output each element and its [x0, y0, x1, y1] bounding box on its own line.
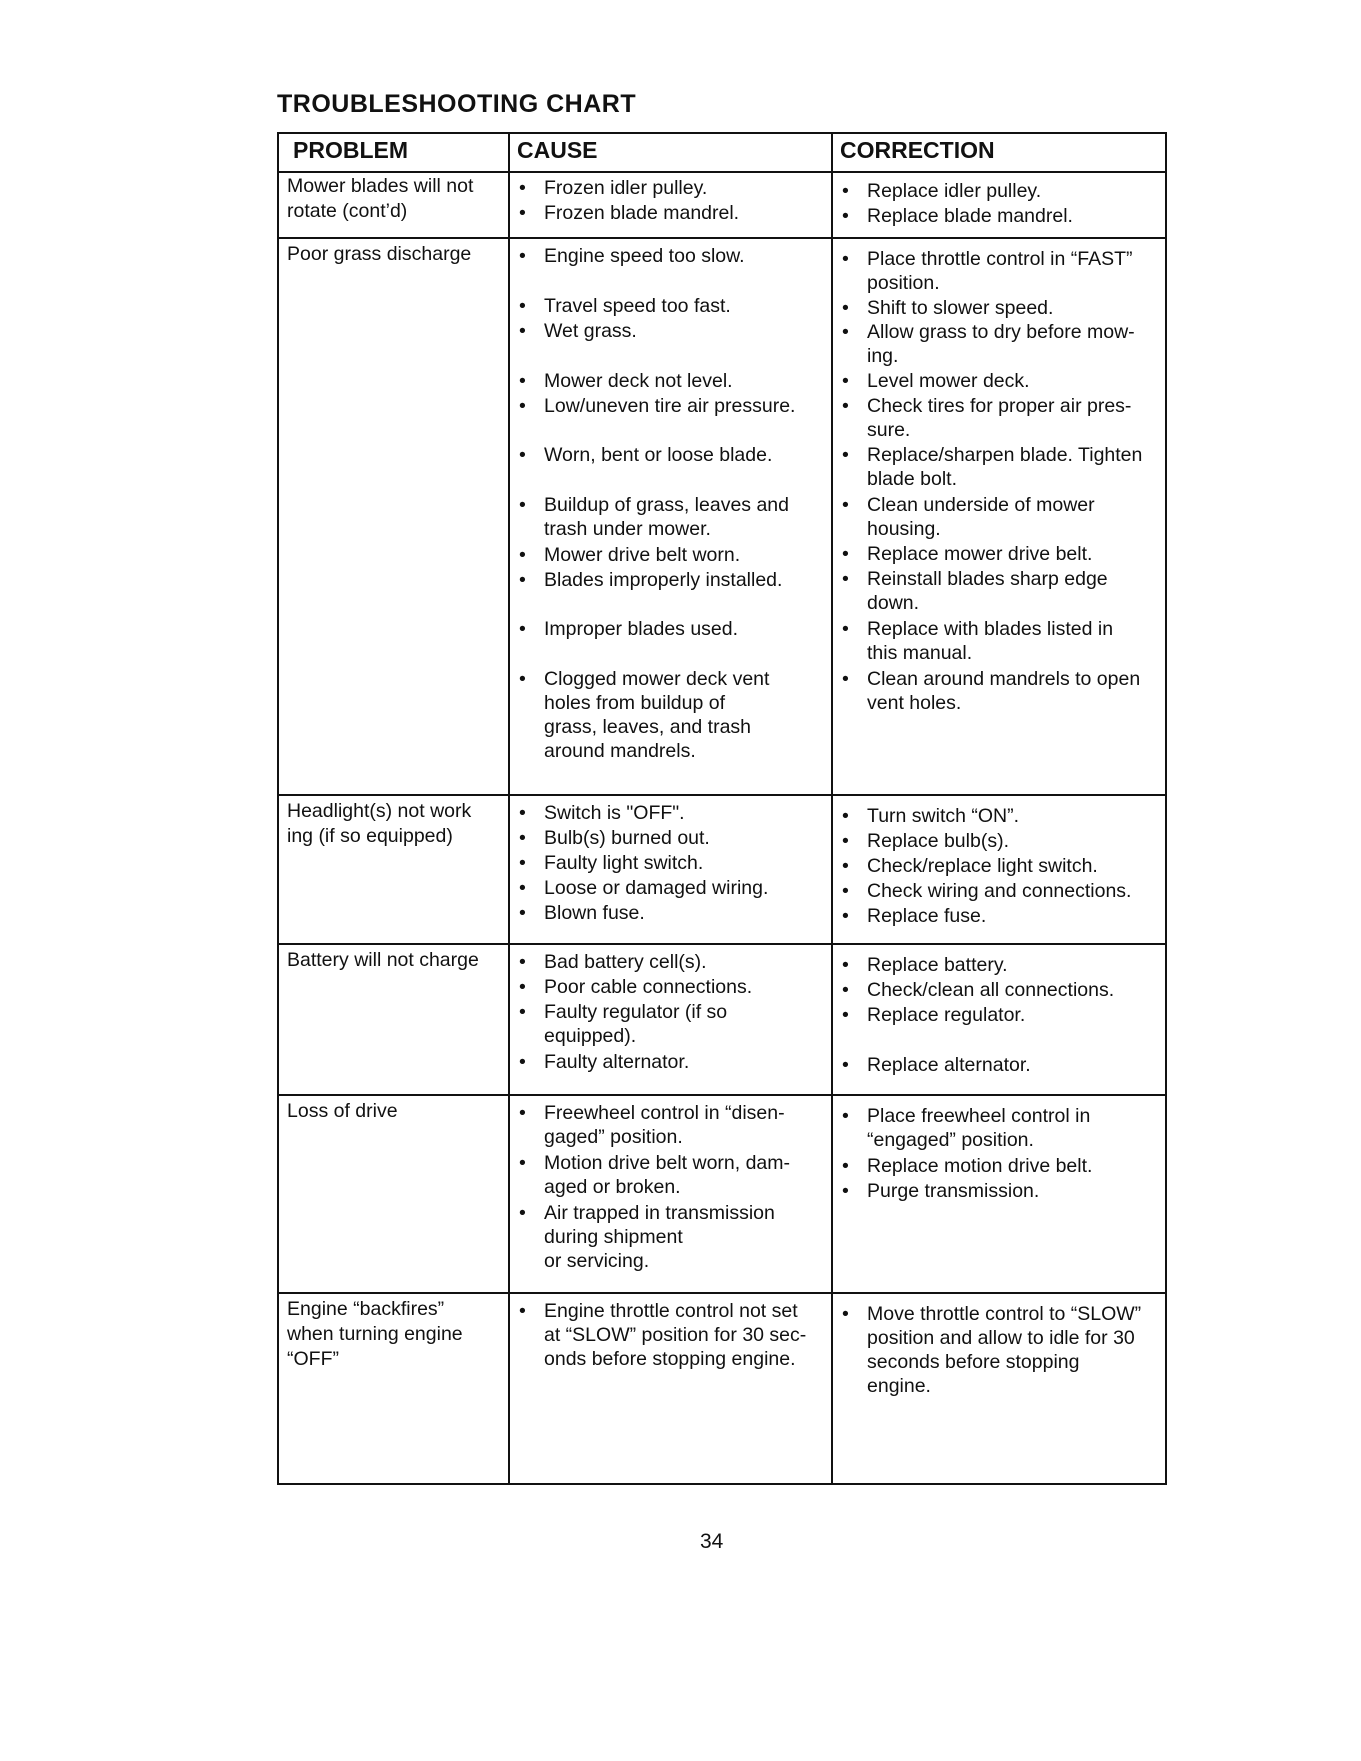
cause-item-text: Switch is "OFF". — [544, 802, 685, 824]
cause-item-text: Freewheel control in “disen- — [544, 1102, 785, 1124]
bullet-icon: • — [519, 877, 526, 899]
correction-item-text: down. — [867, 592, 920, 614]
cause-item — [519, 739, 696, 764]
cause-item — [519, 617, 738, 642]
cause-item — [519, 493, 789, 518]
cause-item — [519, 1201, 775, 1226]
bullet-icon: • — [519, 395, 526, 417]
cause-item-text: Frozen idler pulley. — [544, 177, 708, 199]
bullet-icon: • — [519, 544, 526, 566]
correction-item-text: Replace with blades listed in — [867, 618, 1114, 640]
bullet-icon: • — [842, 830, 849, 852]
cause-item-text: Poor cable connections. — [544, 976, 753, 998]
correction-item — [842, 829, 1009, 854]
problem-line: ing (if so equipped) — [287, 825, 453, 847]
correction-item-text: Allow grass to dry before mow- — [867, 321, 1135, 343]
bullet-icon: • — [519, 494, 526, 516]
cause-item — [519, 176, 707, 201]
bullet-icon: • — [842, 543, 849, 565]
correction-item — [842, 394, 1131, 419]
correction-item — [842, 1350, 1079, 1375]
bullet-icon: • — [842, 370, 849, 392]
cause-item-text: Faulty alternator. — [544, 1051, 690, 1073]
cause-item — [519, 319, 637, 344]
cause-item-text: Blown fuse. — [544, 902, 645, 924]
cause-item-text: Blades improperly installed. — [544, 569, 783, 591]
chart-title: TROUBLESHOOTING CHART — [277, 90, 637, 118]
cause-item-text: Faulty light switch. — [544, 852, 704, 874]
correction-item-text: Reinstall blades sharp edge — [867, 568, 1108, 590]
cause-item-text: onds before stopping engine. — [544, 1348, 796, 1370]
bullet-icon: • — [519, 569, 526, 591]
bullet-icon: • — [842, 568, 849, 590]
cause-item — [519, 1000, 727, 1025]
cause-item — [519, 826, 710, 851]
cause-item-text: equipped). — [544, 1025, 637, 1047]
header-problem: PROBLEM — [293, 137, 408, 163]
bullet-icon: • — [842, 979, 849, 1001]
correction-item — [842, 617, 1113, 642]
correction-item-text: Check/clean all connections. — [867, 979, 1115, 1001]
cause-item — [519, 1101, 785, 1126]
bullet-icon: • — [519, 1001, 526, 1023]
cause-item-text: Air trapped in transmission — [544, 1202, 775, 1224]
cause-item — [519, 201, 739, 226]
correction-item-text: Turn switch “ON”. — [867, 805, 1020, 827]
problem-line: Engine “backfires” — [287, 1298, 445, 1320]
correction-item — [842, 953, 1008, 978]
bullet-icon: • — [842, 494, 849, 516]
correction-item — [842, 467, 957, 492]
bullet-icon: • — [519, 295, 526, 317]
problem-line: Mower blades will not — [287, 175, 474, 197]
cause-item — [519, 1225, 683, 1250]
cause-item — [519, 394, 795, 419]
cause-item — [519, 1151, 790, 1176]
cause-item — [519, 1125, 683, 1150]
correction-item-text: Purge transmission. — [867, 1180, 1040, 1202]
bullet-icon: • — [519, 1051, 526, 1073]
cause-item-text: Travel speed too fast. — [544, 295, 731, 317]
cause-item-text: at “SLOW” position for 30 sec- — [544, 1324, 807, 1346]
bullet-icon: • — [519, 1202, 526, 1224]
problem-text — [287, 948, 479, 973]
bullet-icon: • — [842, 1303, 849, 1325]
correction-item-text: Check wiring and connections. — [867, 880, 1132, 902]
correction-item — [842, 854, 1098, 879]
problem-text — [287, 1297, 463, 1372]
header-correction: CORRECTION — [840, 137, 995, 163]
problem-line: “OFF” — [287, 1348, 339, 1370]
bullet-icon: • — [842, 668, 849, 690]
cause-item-text: Buildup of grass, leaves and — [544, 494, 789, 516]
correction-item-text: housing. — [867, 518, 941, 540]
correction-item-text: Replace mower drive belt. — [867, 543, 1093, 565]
cause-item — [519, 1050, 689, 1075]
cause-item-text: during shipment — [544, 1226, 683, 1248]
correction-item-text: seconds before stopping — [867, 1351, 1080, 1373]
correction-item-text: Shift to slower speed. — [867, 297, 1054, 319]
correction-item — [842, 179, 1041, 204]
cause-item — [519, 443, 772, 468]
correction-item-text: Replace/sharpen blade. Tighten — [867, 444, 1143, 466]
correction-item-text: “engaged” position. — [867, 1129, 1034, 1151]
cause-item — [519, 801, 685, 826]
correction-item — [842, 591, 919, 616]
bullet-icon: • — [519, 320, 526, 342]
cause-item — [519, 1024, 636, 1049]
bullet-icon: • — [842, 444, 849, 466]
problem-line: rotate (cont’d) — [287, 200, 408, 222]
problem-line: Poor grass discharge — [287, 243, 472, 265]
cause-item — [519, 975, 752, 1000]
bullet-icon: • — [519, 852, 526, 874]
correction-item-text: blade bolt. — [867, 468, 957, 490]
correction-item-text: Check/replace light switch. — [867, 855, 1098, 877]
correction-item-text: Check tires for proper air pres- — [867, 395, 1132, 417]
correction-item — [842, 443, 1142, 468]
bullet-icon: • — [842, 805, 849, 827]
bullet-icon: • — [519, 202, 526, 224]
problem-line: Loss of drive — [287, 1100, 398, 1122]
cause-item — [519, 244, 745, 269]
bullet-icon: • — [842, 180, 849, 202]
correction-item-text: Replace fuse. — [867, 905, 987, 927]
correction-item — [842, 691, 961, 716]
bullet-icon: • — [519, 1300, 526, 1322]
problem-line: Headlight(s) not work — [287, 800, 472, 822]
cause-item-text: Improper blades used. — [544, 618, 739, 640]
column-divider — [508, 134, 510, 1483]
header-cause: CAUSE — [517, 137, 598, 163]
problem-text — [287, 1099, 398, 1124]
bullet-icon: • — [519, 902, 526, 924]
bullet-icon: • — [519, 370, 526, 392]
cause-item-text: Worn, bent or loose blade. — [544, 444, 773, 466]
correction-item — [842, 1374, 931, 1399]
correction-item — [842, 667, 1140, 692]
problem-text — [287, 174, 473, 224]
cause-item-text: gaged” position. — [544, 1126, 683, 1148]
bullet-icon: • — [842, 1180, 849, 1202]
cause-item-text: Bad battery cell(s). — [544, 951, 707, 973]
cause-item-text: or servicing. — [544, 1250, 650, 1272]
cause-item-text: Mower drive belt worn. — [544, 544, 741, 566]
bullet-icon: • — [519, 1152, 526, 1174]
problem-text — [287, 242, 471, 267]
cause-item-text: Loose or damaged wiring. — [544, 877, 769, 899]
cause-item-text: Clogged mower deck vent — [544, 668, 770, 690]
correction-item-text: Replace regulator. — [867, 1004, 1026, 1026]
cause-item-text: Wet grass. — [544, 320, 637, 342]
correction-item — [842, 369, 1030, 394]
bullet-icon: • — [519, 618, 526, 640]
correction-item — [842, 493, 1095, 518]
correction-item — [842, 296, 1053, 321]
cause-item-text: Bulb(s) burned out. — [544, 827, 710, 849]
row-divider — [279, 1094, 1165, 1096]
correction-item-text: Level mower deck. — [867, 370, 1030, 392]
correction-item — [842, 204, 1073, 229]
correction-item-text: engine. — [867, 1375, 931, 1397]
correction-item — [842, 879, 1131, 904]
cause-item — [519, 1323, 806, 1348]
bullet-icon: • — [842, 855, 849, 877]
cause-item-text: Motion drive belt worn, dam- — [544, 1152, 791, 1174]
correction-item — [842, 1128, 1034, 1153]
correction-item — [842, 247, 1133, 272]
correction-item — [842, 1326, 1135, 1351]
cause-item-text: Frozen blade mandrel. — [544, 202, 740, 224]
correction-item-text: Move throttle control to “SLOW” — [867, 1303, 1142, 1325]
problem-text — [287, 799, 471, 849]
correction-item — [842, 320, 1135, 345]
cause-item — [519, 1175, 681, 1200]
cause-item-text: Faulty regulator (if so — [544, 1001, 728, 1023]
correction-item-text: Place freewheel control in — [867, 1105, 1091, 1127]
cause-item — [519, 369, 733, 394]
correction-item — [842, 978, 1114, 1003]
correction-item-text: Replace alternator. — [867, 1054, 1031, 1076]
correction-item — [842, 418, 910, 443]
cause-item — [519, 901, 645, 926]
cause-item — [519, 851, 703, 876]
cause-item-text: Mower deck not level. — [544, 370, 733, 392]
bullet-icon: • — [519, 444, 526, 466]
correction-item-text: Clean underside of mower — [867, 494, 1095, 516]
row-divider — [279, 237, 1165, 239]
cause-item — [519, 543, 740, 568]
bullet-icon: • — [842, 880, 849, 902]
correction-item — [842, 1053, 1031, 1078]
correction-item-text: Replace bulb(s). — [867, 830, 1009, 852]
cause-item — [519, 517, 711, 542]
cause-item-text: Engine speed too slow. — [544, 245, 745, 267]
correction-item-text: Replace blade mandrel. — [867, 205, 1073, 227]
problem-line: when turning engine — [287, 1323, 463, 1345]
correction-item — [842, 344, 898, 369]
cause-item-text: grass, leaves, and trash — [544, 716, 752, 738]
cause-item-text: Engine throttle control not set — [544, 1300, 798, 1322]
bullet-icon: • — [519, 827, 526, 849]
bullet-icon: • — [519, 1102, 526, 1124]
cause-item — [519, 1347, 796, 1372]
row-divider — [279, 171, 1165, 173]
row-divider — [279, 1292, 1165, 1294]
correction-item — [842, 1179, 1039, 1204]
correction-item — [842, 641, 972, 666]
correction-item — [842, 904, 986, 929]
bullet-icon: • — [842, 297, 849, 319]
cause-item — [519, 950, 707, 975]
bullet-icon: • — [842, 1105, 849, 1127]
correction-item-text: sure. — [867, 419, 911, 441]
cause-item — [519, 1249, 649, 1274]
correction-item-text: position and allow to idle for 30 — [867, 1327, 1135, 1349]
correction-item — [842, 517, 941, 542]
problem-line: Battery will not charge — [287, 949, 479, 971]
correction-item-text: Clean around mandrels to open — [867, 668, 1141, 690]
bullet-icon: • — [842, 905, 849, 927]
row-divider — [279, 794, 1165, 796]
correction-item-text: position. — [867, 272, 940, 294]
bullet-icon: • — [842, 1004, 849, 1026]
correction-item-text: Replace idler pulley. — [867, 180, 1042, 202]
column-divider — [831, 134, 833, 1483]
cause-item — [519, 691, 725, 716]
correction-item — [842, 271, 940, 296]
bullet-icon: • — [842, 395, 849, 417]
correction-item — [842, 1003, 1025, 1028]
cause-item-text: around mandrels. — [544, 740, 696, 762]
bullet-icon: • — [842, 248, 849, 270]
cause-item — [519, 294, 731, 319]
bullet-icon: • — [842, 321, 849, 343]
correction-item — [842, 1104, 1090, 1129]
page-number: 34 — [700, 1530, 724, 1553]
cause-item — [519, 876, 768, 901]
cause-item — [519, 568, 782, 593]
correction-item-text: Replace motion drive belt. — [867, 1155, 1093, 1177]
correction-item — [842, 1302, 1141, 1327]
bullet-icon: • — [842, 954, 849, 976]
bullet-icon: • — [842, 1155, 849, 1177]
bullet-icon: • — [519, 951, 526, 973]
correction-item-text: Replace battery. — [867, 954, 1008, 976]
correction-item — [842, 542, 1092, 567]
correction-item-text: this manual. — [867, 642, 973, 664]
cause-item — [519, 667, 769, 692]
bullet-icon: • — [842, 618, 849, 640]
correction-item — [842, 567, 1108, 592]
cause-item-text: trash under mower. — [544, 518, 711, 540]
bullet-icon: • — [842, 205, 849, 227]
correction-item — [842, 804, 1019, 829]
bullet-icon: • — [519, 245, 526, 267]
correction-item-text: Place throttle control in “FAST” — [867, 248, 1133, 270]
correction-item-text: vent holes. — [867, 692, 962, 714]
bullet-icon: • — [519, 976, 526, 998]
cause-item — [519, 715, 751, 740]
bullet-icon: • — [519, 177, 526, 199]
cause-item-text: holes from buildup of — [544, 692, 726, 714]
cause-item-text: Low/uneven tire air pressure. — [544, 395, 796, 417]
bullet-icon: • — [519, 802, 526, 824]
row-divider — [279, 943, 1165, 945]
correction-item — [842, 1154, 1092, 1179]
bullet-icon: • — [519, 668, 526, 690]
cause-item-text: aged or broken. — [544, 1176, 681, 1198]
correction-item-text: ing. — [867, 345, 899, 367]
cause-item — [519, 1299, 798, 1324]
troubleshooting-table — [277, 132, 1167, 1485]
bullet-icon: • — [842, 1054, 849, 1076]
